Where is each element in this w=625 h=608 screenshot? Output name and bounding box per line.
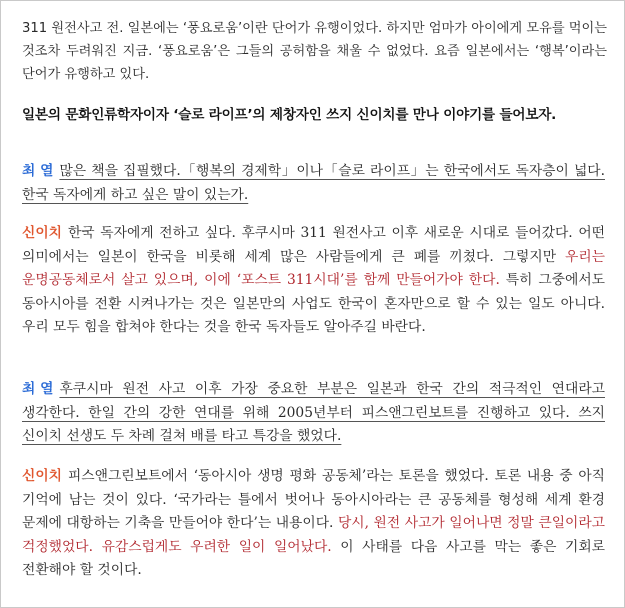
answer-2 xyxy=(22,465,605,583)
answer-1-highlight: 우리는 운명공동체로서 살고 있으며, 이에 ‘포스트 311시대’를 함께 만들어가야 한다. xyxy=(22,248,605,289)
interviewer-label: 최 열 xyxy=(22,163,54,179)
question-1 xyxy=(22,160,605,207)
answer-2-text: 피스앤그린보트에서 ‘동아시아 생명 평화 공동체’라는 토론을 했었다. 토론 내용 중 아직 기억에 남는 것이 있다. ‘국가라는 틀에서 벗어나 동아시아라는 큰 공동체를 형성해 세계 환경 문제에 대항하는 기축을 만들어야 한다’는 내용이다. xyxy=(22,468,605,532)
question-2-underline xyxy=(22,381,605,444)
interviewer-label: 최 열 xyxy=(22,381,54,397)
answer-1-text: 한국 독자에게 전하고 싶다. 후쿠시마 311 원전사고 이후 새로운 시대로 들어갔다. 어떤 의미에서는 일본이 한국을 비롯해 세계 많은 사람들에게 큰 폐를 끼쳤다. 그렇지만 xyxy=(22,225,605,265)
intro-paragraph: 311 원전사고 전. 일본에는 ‘풍요로움’이란 단어가 유행이었다. 하지만 엄마가 아이에게 모유를 먹이는 것조차 두려워진 지금. ‘풍요로움’은 그들의 공허함을 채울 수 없었다. 요즘 일본에서는 ‘행복’이라는 단어가 유행하고 있다. xyxy=(22,21,607,83)
answer-1-text-end: 특히 그중에서도 동아시아를 전환 시켜나가는 것은 일본만의 사업도 한국이 혼자만으로 할 수 있는 일도 아니다. 우리 모두 힘을 합쳐야 한다는 것을 한국 독자들도 알아주길 바란다. xyxy=(22,272,605,336)
interviewee-label: 신이치 xyxy=(22,468,62,484)
lead-sentence: 일본의 문화인류학자이자 ‘슬로 라이프’의 제창자인 쓰지 신이치를 만나 이야기를 들어보자. xyxy=(22,107,557,123)
answer-1 xyxy=(22,222,605,340)
interviewee-label: 신이치 xyxy=(22,225,62,241)
question-2 xyxy=(22,378,605,449)
answer-2-text-end: 이 사태를 다음 사고를 막는 좋은 기회로 전환해야 할 것이다. xyxy=(22,538,605,579)
answer-2-highlight: 당시, 원전 사고가 일어나면 정말 큰일이라고 걱정했었다. 유감스럽게도 우려한 일이 일어났다. xyxy=(22,515,606,555)
question-1-text: 많은 책을 집필했다.「행복의 경제학」이나「슬로 라이프」는 한국에서도 독자층이 넓다. 한국 독자에게 하고 싶은 말이 있는가. xyxy=(22,163,605,203)
question-1-underline xyxy=(22,163,605,203)
question-2-text: 후쿠시마 원전 사고 이후 가장 중요한 부분은 일본과 한국 간의 적극적인 연대라고 생각한다. 한일 간의 강한 연대를 위해 2005년부터 피스앤그린보트를 진행하고 있다. 쓰지 신이치 선생도 두 차례 걸쳐 배를 타고 특강을 했었다. xyxy=(22,381,605,445)
